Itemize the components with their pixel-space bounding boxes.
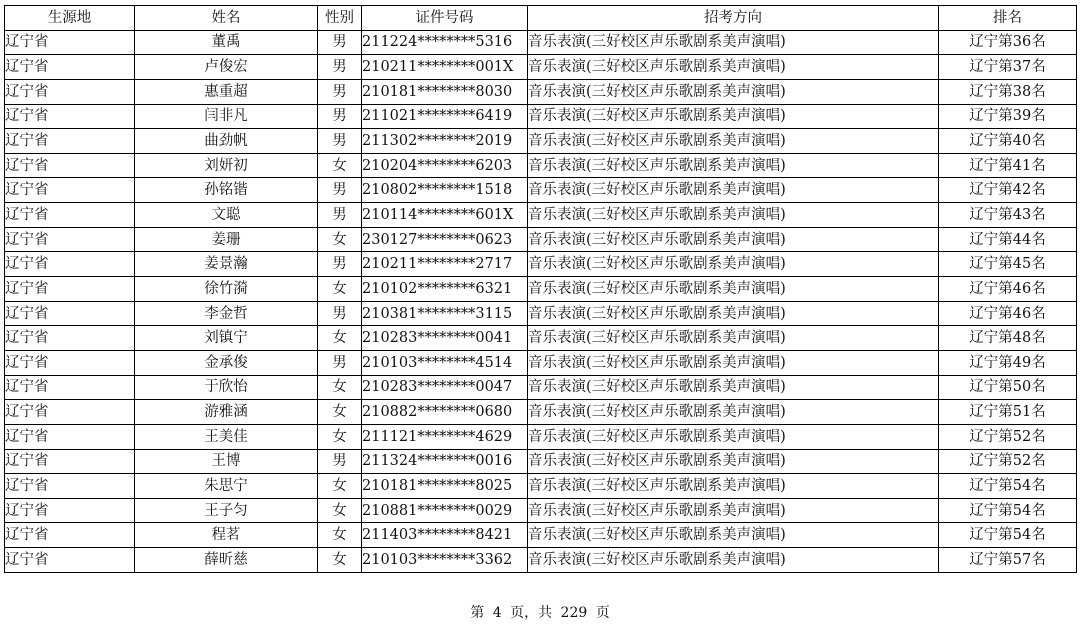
cell-id-number: 211021********6419 [362, 104, 528, 129]
cell-rank: 辽宁第39名 [939, 104, 1077, 129]
cell-origin: 辽宁省 [5, 474, 135, 499]
cell-major-direction: 音乐表演(三好校区声乐歌剧系美声演唱) [528, 548, 939, 573]
cell-gender: 女 [318, 498, 362, 523]
cell-id-number: 210211********001X [362, 55, 528, 80]
cell-origin: 辽宁省 [5, 79, 135, 104]
cell-rank: 辽宁第54名 [939, 498, 1077, 523]
cell-id-number: 210881********0029 [362, 498, 528, 523]
cell-origin: 辽宁省 [5, 375, 135, 400]
cell-gender: 男 [318, 252, 362, 277]
cell-id-number: 210283********0041 [362, 326, 528, 351]
cell-rank: 辽宁第54名 [939, 474, 1077, 499]
cell-rank: 辽宁第54名 [939, 523, 1077, 548]
cell-major-direction: 音乐表演(三好校区声乐歌剧系美声演唱) [528, 375, 939, 400]
cell-gender: 女 [318, 375, 362, 400]
cell-name: 姜珊 [135, 227, 318, 252]
cell-gender: 男 [318, 30, 362, 55]
cell-name: 文聪 [135, 203, 318, 228]
cell-gender: 女 [318, 523, 362, 548]
cell-name: 王美佳 [135, 424, 318, 449]
cell-gender: 男 [318, 104, 362, 129]
cell-name: 卢俊宏 [135, 55, 318, 80]
cell-origin: 辽宁省 [5, 227, 135, 252]
footer-prefix: 第 [470, 605, 485, 621]
cell-major-direction: 音乐表演(三好校区声乐歌剧系美声演唱) [528, 79, 939, 104]
cell-origin: 辽宁省 [5, 449, 135, 474]
cell-name: 王博 [135, 449, 318, 474]
cell-major-direction: 音乐表演(三好校区声乐歌剧系美声演唱) [528, 252, 939, 277]
cell-major-direction: 音乐表演(三好校区声乐歌剧系美声演唱) [528, 203, 939, 228]
cell-major-direction: 音乐表演(三好校区声乐歌剧系美声演唱) [528, 350, 939, 375]
cell-name: 徐竹漪 [135, 277, 318, 302]
table-row [5, 178, 1077, 203]
header-name: 姓名 [135, 6, 318, 31]
table-row [5, 400, 1077, 425]
cell-gender: 女 [318, 400, 362, 425]
table-body [5, 30, 1077, 572]
footer-current-page: 4 [492, 605, 502, 621]
cell-origin: 辽宁省 [5, 301, 135, 326]
cell-name: 董禹 [135, 30, 318, 55]
cell-origin: 辽宁省 [5, 55, 135, 80]
cell-rank: 辽宁第50名 [939, 375, 1077, 400]
table-row [5, 548, 1077, 573]
cell-major-direction: 音乐表演(三好校区声乐歌剧系美声演唱) [528, 523, 939, 548]
cell-major-direction: 音乐表演(三好校区声乐歌剧系美声演唱) [528, 498, 939, 523]
cell-rank: 辽宁第52名 [939, 424, 1077, 449]
cell-name: 刘镇宁 [135, 326, 318, 351]
cell-id-number: 211121********4629 [362, 424, 528, 449]
table-row [5, 227, 1077, 252]
table-row [5, 474, 1077, 499]
cell-origin: 辽宁省 [5, 498, 135, 523]
cell-origin: 辽宁省 [5, 203, 135, 228]
cell-gender: 男 [318, 79, 362, 104]
cell-major-direction: 音乐表演(三好校区声乐歌剧系美声演唱) [528, 129, 939, 154]
table-row [5, 301, 1077, 326]
cell-id-number: 230127********0623 [362, 227, 528, 252]
cell-major-direction: 音乐表演(三好校区声乐歌剧系美声演唱) [528, 449, 939, 474]
cell-gender: 女 [318, 548, 362, 573]
cell-name: 游雅涵 [135, 400, 318, 425]
table-row [5, 55, 1077, 80]
cell-rank: 辽宁第46名 [939, 301, 1077, 326]
cell-rank: 辽宁第51名 [939, 400, 1077, 425]
table-row [5, 350, 1077, 375]
cell-gender: 女 [318, 277, 362, 302]
table-row [5, 498, 1077, 523]
cell-origin: 辽宁省 [5, 326, 135, 351]
header-major-direction: 招考方向 [528, 6, 939, 31]
cell-origin: 辽宁省 [5, 252, 135, 277]
cell-gender: 女 [318, 424, 362, 449]
cell-origin: 辽宁省 [5, 424, 135, 449]
cell-major-direction: 音乐表演(三好校区声乐歌剧系美声演唱) [528, 424, 939, 449]
table-row [5, 252, 1077, 277]
cell-rank: 辽宁第48名 [939, 326, 1077, 351]
cell-rank: 辽宁第57名 [939, 548, 1077, 573]
table-row [5, 153, 1077, 178]
footer-mid: 页，共 [510, 605, 553, 621]
cell-rank: 辽宁第44名 [939, 227, 1077, 252]
cell-name: 王子匀 [135, 498, 318, 523]
cell-origin: 辽宁省 [5, 129, 135, 154]
cell-id-number: 210802********1518 [362, 178, 528, 203]
cell-major-direction: 音乐表演(三好校区声乐歌剧系美声演唱) [528, 326, 939, 351]
footer-total-pages: 229 [560, 605, 588, 621]
cell-name: 闫非凡 [135, 104, 318, 129]
table-row [5, 523, 1077, 548]
cell-origin: 辽宁省 [5, 277, 135, 302]
cell-id-number: 210103********3362 [362, 548, 528, 573]
cell-name: 薛昕慈 [135, 548, 318, 573]
cell-name: 程茗 [135, 523, 318, 548]
table-row [5, 326, 1077, 351]
cell-rank: 辽宁第38名 [939, 79, 1077, 104]
page-footer [0, 602, 1080, 622]
cell-major-direction: 音乐表演(三好校区声乐歌剧系美声演唱) [528, 474, 939, 499]
cell-gender: 男 [318, 203, 362, 228]
table-row [5, 424, 1077, 449]
cell-name: 姜景瀚 [135, 252, 318, 277]
cell-rank: 辽宁第52名 [939, 449, 1077, 474]
header-id-number: 证件号码 [362, 6, 528, 31]
footer-suffix: 页 [595, 605, 610, 621]
header-origin: 生源地 [5, 6, 135, 31]
cell-origin: 辽宁省 [5, 548, 135, 573]
table-row [5, 79, 1077, 104]
cell-major-direction: 音乐表演(三好校区声乐歌剧系美声演唱) [528, 30, 939, 55]
cell-major-direction: 音乐表演(三好校区声乐歌剧系美声演唱) [528, 301, 939, 326]
table-row [5, 449, 1077, 474]
cell-rank: 辽宁第45名 [939, 252, 1077, 277]
cell-rank: 辽宁第43名 [939, 203, 1077, 228]
cell-id-number: 211224********5316 [362, 30, 528, 55]
cell-major-direction: 音乐表演(三好校区声乐歌剧系美声演唱) [528, 178, 939, 203]
cell-id-number: 210114********601X [362, 203, 528, 228]
cell-gender: 女 [318, 153, 362, 178]
cell-rank: 辽宁第40名 [939, 129, 1077, 154]
cell-name: 曲劲帆 [135, 129, 318, 154]
cell-id-number: 210102********6321 [362, 277, 528, 302]
table-row [5, 277, 1077, 302]
cell-rank: 辽宁第49名 [939, 350, 1077, 375]
cell-name: 孙铭锴 [135, 178, 318, 203]
cell-id-number: 211403********8421 [362, 523, 528, 548]
cell-gender: 男 [318, 301, 362, 326]
cell-rank: 辽宁第46名 [939, 277, 1077, 302]
cell-rank: 辽宁第41名 [939, 153, 1077, 178]
table-row [5, 203, 1077, 228]
cell-origin: 辽宁省 [5, 153, 135, 178]
cell-gender: 男 [318, 178, 362, 203]
cell-origin: 辽宁省 [5, 30, 135, 55]
table-row [5, 129, 1077, 154]
cell-major-direction: 音乐表演(三好校区声乐歌剧系美声演唱) [528, 55, 939, 80]
header-gender: 性别 [318, 6, 362, 31]
cell-major-direction: 音乐表演(三好校区声乐歌剧系美声演唱) [528, 227, 939, 252]
cell-gender: 女 [318, 227, 362, 252]
cell-id-number: 210181********8030 [362, 79, 528, 104]
cell-id-number: 210103********4514 [362, 350, 528, 375]
cell-origin: 辽宁省 [5, 350, 135, 375]
cell-id-number: 210204********6203 [362, 153, 528, 178]
cell-id-number: 210181********8025 [362, 474, 528, 499]
cell-name: 刘妍初 [135, 153, 318, 178]
cell-gender: 男 [318, 55, 362, 80]
cell-id-number: 210381********3115 [362, 301, 528, 326]
cell-id-number: 211302********2019 [362, 129, 528, 154]
cell-rank: 辽宁第36名 [939, 30, 1077, 55]
cell-id-number: 210211********2717 [362, 252, 528, 277]
table-row [5, 30, 1077, 55]
table-row [5, 104, 1077, 129]
cell-gender: 男 [318, 449, 362, 474]
cell-major-direction: 音乐表演(三好校区声乐歌剧系美声演唱) [528, 277, 939, 302]
cell-id-number: 211324********0016 [362, 449, 528, 474]
cell-major-direction: 音乐表演(三好校区声乐歌剧系美声演唱) [528, 104, 939, 129]
table-header-row [5, 6, 1077, 31]
cell-major-direction: 音乐表演(三好校区声乐歌剧系美声演唱) [528, 153, 939, 178]
cell-origin: 辽宁省 [5, 178, 135, 203]
cell-id-number: 210882********0680 [362, 400, 528, 425]
table-row [5, 375, 1077, 400]
cell-rank: 辽宁第37名 [939, 55, 1077, 80]
admission-roster-table [4, 5, 1077, 573]
cell-name: 朱思宁 [135, 474, 318, 499]
cell-name: 于欣怡 [135, 375, 318, 400]
cell-origin: 辽宁省 [5, 523, 135, 548]
cell-name: 李金哲 [135, 301, 318, 326]
cell-name: 惠重超 [135, 79, 318, 104]
cell-gender: 男 [318, 129, 362, 154]
cell-origin: 辽宁省 [5, 104, 135, 129]
cell-rank: 辽宁第42名 [939, 178, 1077, 203]
cell-gender: 女 [318, 326, 362, 351]
cell-gender: 男 [318, 350, 362, 375]
cell-name: 金承俊 [135, 350, 318, 375]
cell-gender: 女 [318, 474, 362, 499]
cell-id-number: 210283********0047 [362, 375, 528, 400]
cell-origin: 辽宁省 [5, 400, 135, 425]
cell-major-direction: 音乐表演(三好校区声乐歌剧系美声演唱) [528, 400, 939, 425]
header-rank: 排名 [939, 6, 1077, 31]
